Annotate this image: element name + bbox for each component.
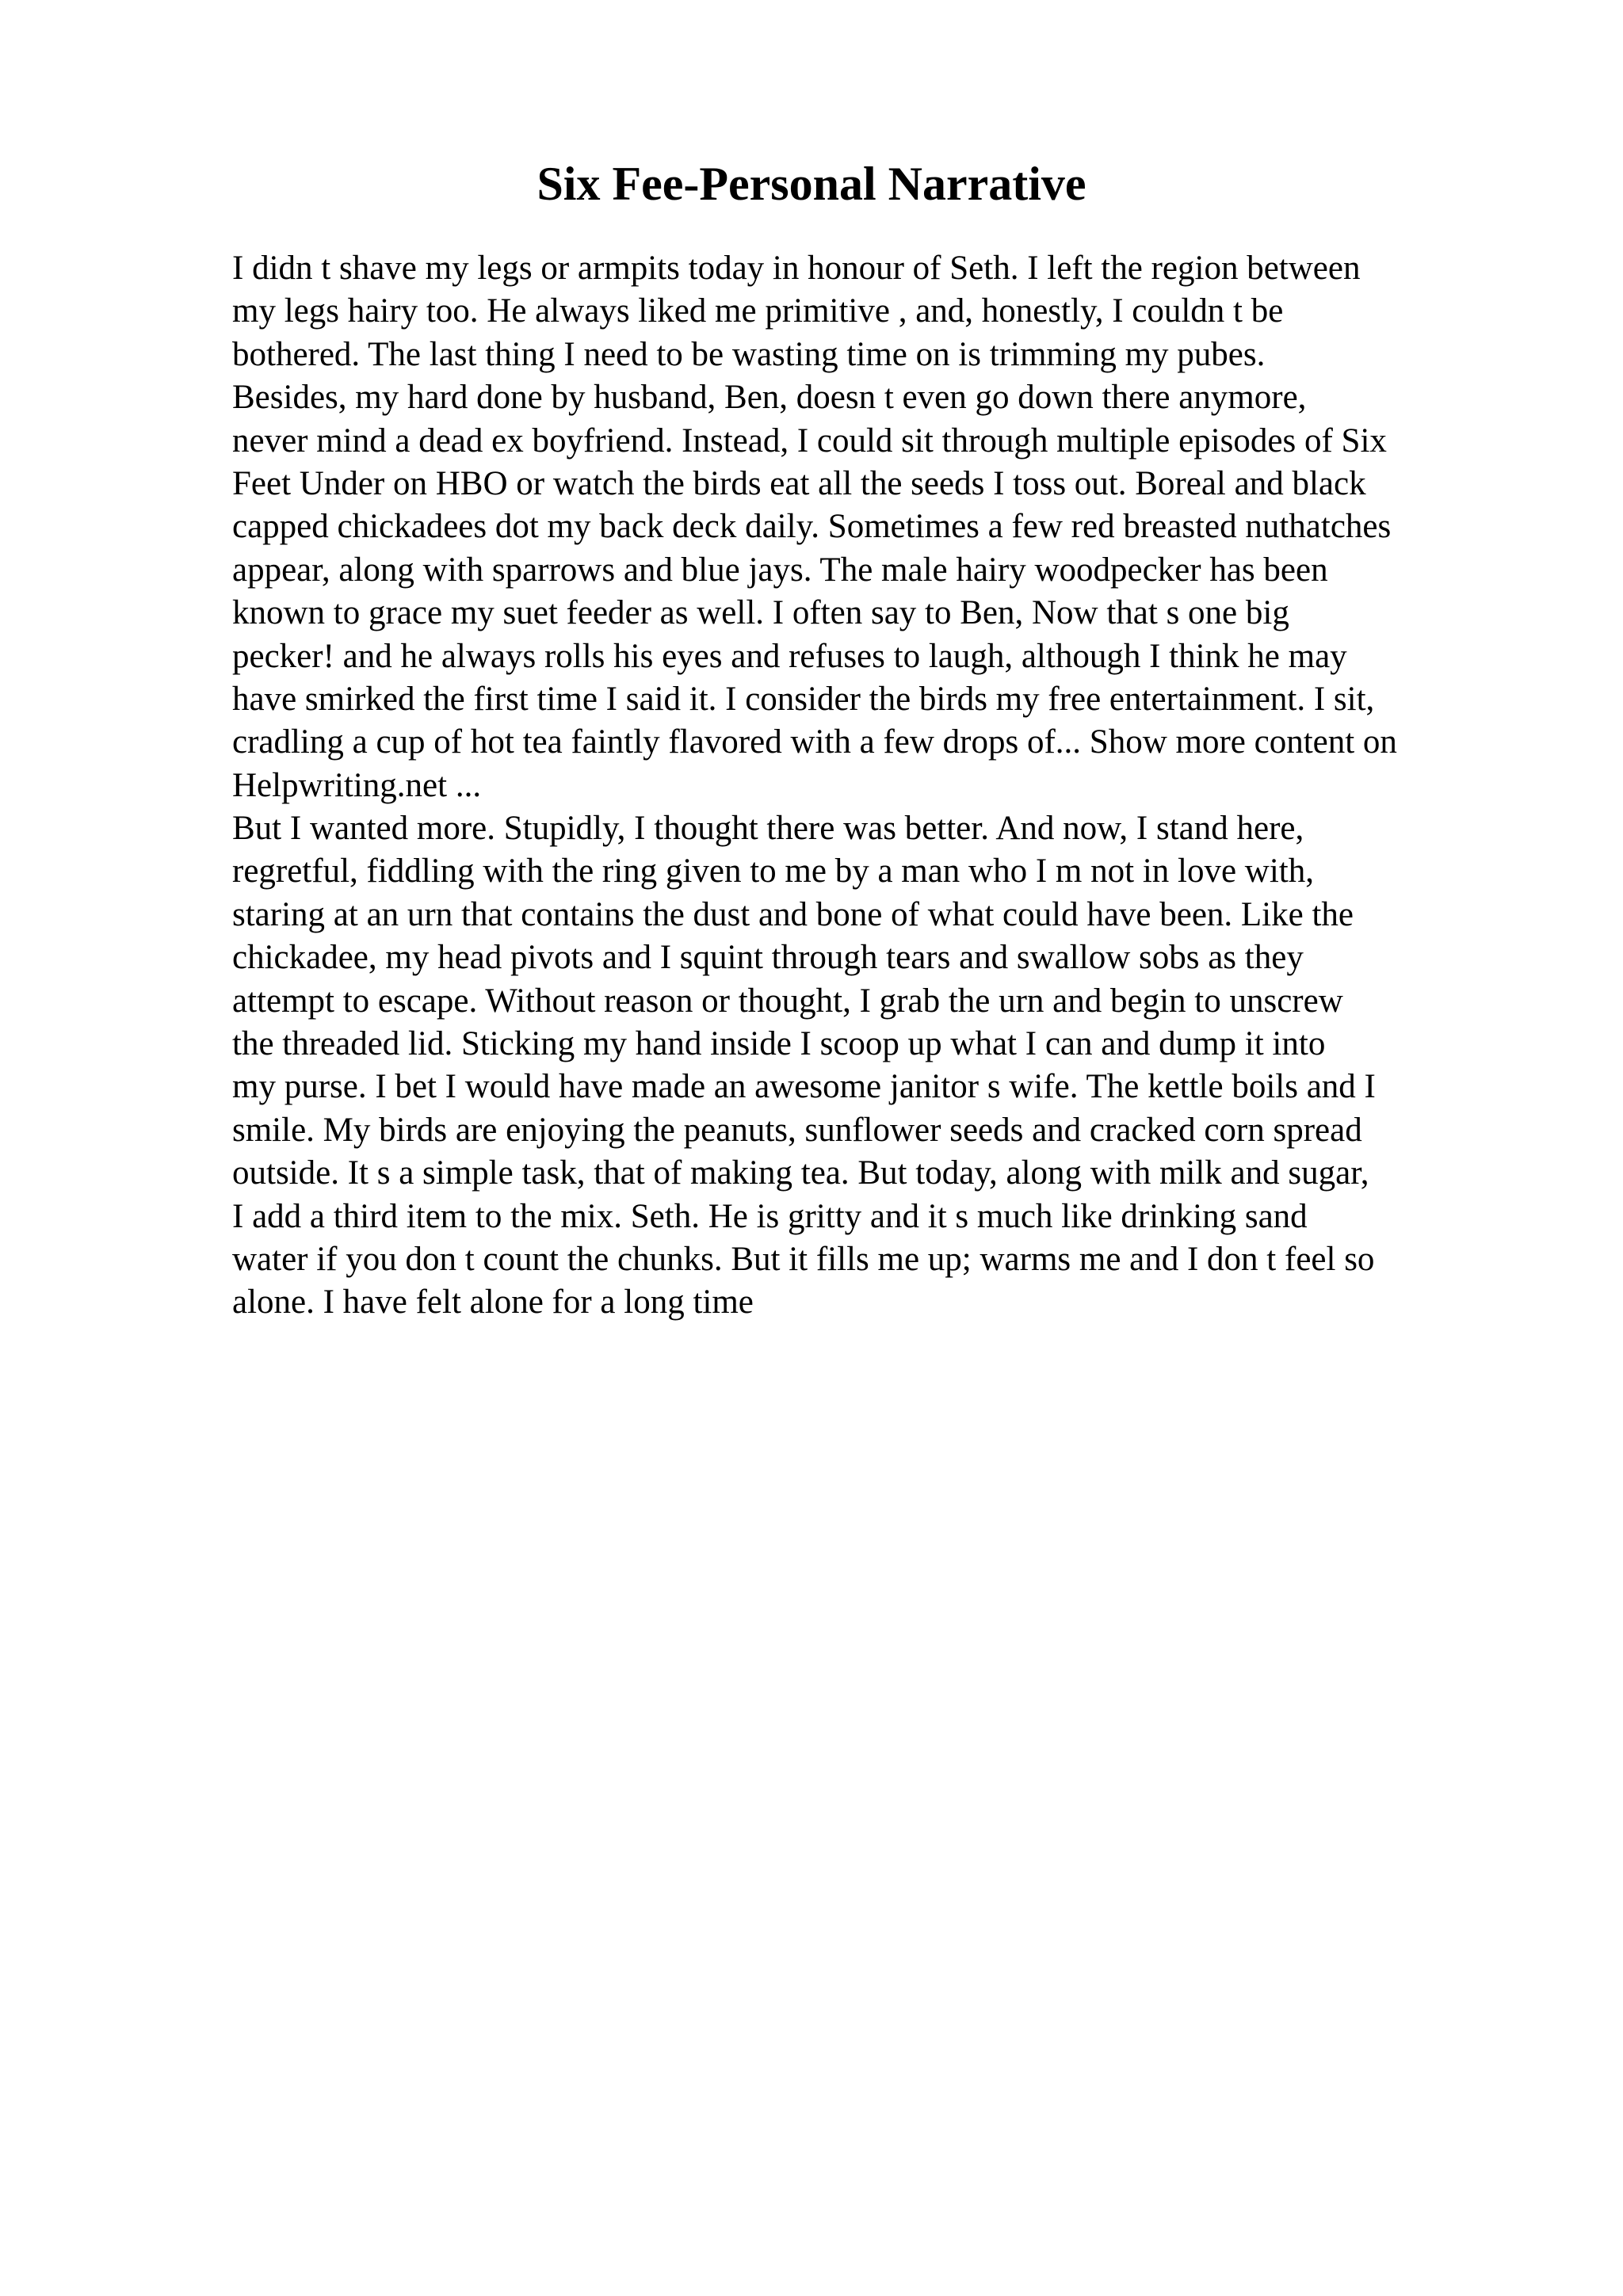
text-line: never mind a dead ex boyfriend. Instead, I could sit through multiple episodes of Six — [232, 421, 1387, 460]
text-line: the threaded lid. Sticking my hand inside I scoop up what I can and dump it into — [232, 1025, 1326, 1063]
text-line: bothered. The last thing I need to be wasting time on is trimming my pubes. — [232, 335, 1266, 373]
text-line: Feet Under on HBO or watch the birds eat all the seeds I toss out. Boreal and black — [232, 464, 1366, 502]
text-line: staring at an urn that contains the dust and bone of what could have been. Like the — [232, 895, 1354, 933]
text-line: But I wanted more. Stupidly, I thought there was better. And now, I stand here, — [232, 810, 1304, 848]
text-line: alone. I have felt alone for a long time — [232, 1283, 754, 1322]
text-line: my purse. I bet I would have made an awesome janitor s wife. The kettle boils and I — [232, 1068, 1376, 1106]
text-line: have smirked the first time I said it. I consider the birds my free entertainment. I sit, — [232, 680, 1375, 718]
text-line: Besides, my hard done by husband, Ben, doesn t even go down there anymore, — [232, 379, 1307, 417]
text-line: smile. My birds are enjoying the peanuts, sunflower seeds and cracked corn spread — [232, 1111, 1362, 1149]
text-line: appear, along with sparrows and blue jays. The male hairy woodpecker has been — [232, 551, 1328, 589]
text-line: water if you don t count the chunks. But it fills me up; warms me and I don t feel so — [232, 1240, 1375, 1278]
text-line: my legs hairy too. He always liked me primitive , and, honestly, I couldn t be — [232, 292, 1284, 330]
text-line: Helpwriting.net ... — [232, 766, 482, 804]
text-line: pecker! and he always rolls his eyes and refuses to laugh, although I think he may — [232, 637, 1347, 675]
text-line: known to grace my suet feeder as well. I often say to Ben, Now that s one big — [232, 594, 1289, 632]
document-title: Six Fee-Personal Narrative — [537, 158, 1086, 210]
text-line: cradling a cup of hot tea faintly flavored with a few drops of... Show more content on — [232, 723, 1397, 761]
text-line: I didn t shave my legs or armpits today in honour of Seth. I left the region between — [232, 250, 1361, 287]
text-line: attempt to escape. Without reason or thought, I grab the urn and begin to unscrew — [232, 982, 1343, 1020]
document-body — [232, 247, 1516, 1325]
text-line: capped chickadees dot my back deck daily. Sometimes a few red breasted nuthatches — [232, 508, 1392, 546]
text-line: I add a third item to the mix. Seth. He is gritty and it s much like drinking sand — [232, 1197, 1308, 1235]
text-line: chickadee, my head pivots and I squint through tears and swallow sobs as they — [232, 939, 1304, 977]
text-line: outside. It s a simple task, that of making tea. But today, along with milk and sugar, — [232, 1154, 1369, 1192]
text-line: regretful, fiddling with the ring given to me by a man who I m not in love with, — [232, 852, 1314, 891]
